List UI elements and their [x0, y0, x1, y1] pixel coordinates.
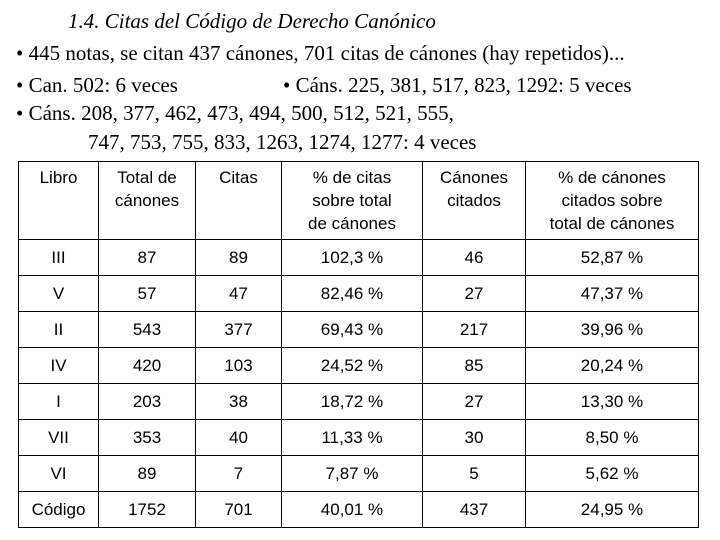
cell-libro: Código [19, 492, 99, 528]
header-line: sobre total [312, 191, 392, 210]
header-line: Cánones [439, 168, 509, 187]
header-libro [19, 162, 99, 240]
cell-citas: 103 [196, 348, 282, 384]
cell-pct-citados: 24,95 % [526, 492, 699, 528]
cell-citados: 217 [423, 312, 526, 348]
cell-pct-citas: 40,01 % [282, 492, 423, 528]
cell-citados: 46 [423, 240, 526, 276]
cell-libro: V [19, 276, 99, 312]
table-row [19, 420, 699, 456]
bullet-notes-summary: • 445 notas, se citan 437 cánones, 701 citas de cánones (hay repetidos)... [16, 41, 625, 65]
header-line: % de cánones [558, 168, 666, 187]
cell-libro: III [19, 240, 99, 276]
cell-citas: 701 [196, 492, 282, 528]
table-header-row [19, 162, 699, 240]
bullet-can-502: • Can. 502: 6 veces [16, 73, 178, 97]
cell-total: 353 [99, 420, 196, 456]
cell-libro: IV [19, 348, 99, 384]
cell-pct-citados: 20,24 % [526, 348, 699, 384]
header-line: cánones [114, 191, 180, 210]
cell-libro: VI [19, 456, 99, 492]
header-line: citados sobre [561, 191, 663, 210]
citations-table [18, 161, 699, 528]
cell-citados: 27 [423, 276, 526, 312]
cell-pct-citas: 7,87 % [282, 456, 423, 492]
cell-pct-citas: 24,52 % [282, 348, 423, 384]
header-pct-canones-citados [526, 162, 699, 240]
cell-pct-citas: 82,46 % [282, 276, 423, 312]
cell-total: 1752 [99, 492, 196, 528]
table-row [19, 276, 699, 312]
cell-total: 87 [99, 240, 196, 276]
header-line: Citas [219, 168, 258, 187]
cell-pct-citados: 8,50 % [526, 420, 699, 456]
cell-pct-citas: 18,72 % [282, 384, 423, 420]
cell-pct-citas: 69,43 % [282, 312, 423, 348]
cell-citas: 377 [196, 312, 282, 348]
header-line: % de citas [312, 168, 392, 187]
header-line: citados [447, 191, 501, 210]
table-row [19, 240, 699, 276]
header-canones-citados [423, 162, 526, 240]
cell-pct-citados: 47,37 % [526, 276, 699, 312]
cell-total: 543 [99, 312, 196, 348]
cell-total: 89 [99, 456, 196, 492]
cell-citas: 47 [196, 276, 282, 312]
bullet-four-times: • Cáns. 208, 377, 462, 473, 494, 500, 512, 521, 555, [16, 101, 454, 125]
header-pct-citas [282, 162, 423, 240]
cell-citados: 5 [423, 456, 526, 492]
cell-pct-citados: 5,62 % [526, 456, 699, 492]
cell-total: 420 [99, 348, 196, 384]
cell-citados: 30 [423, 420, 526, 456]
table-row-total [19, 492, 699, 528]
cell-pct-citados: 13,30 % [526, 384, 699, 420]
header-total-canones [99, 162, 196, 240]
cell-pct-citados: 39,96 % [526, 312, 699, 348]
header-line: de cánones [308, 214, 396, 233]
header-line: Total de [117, 168, 177, 187]
table-row [19, 384, 699, 420]
cell-citas: 89 [196, 240, 282, 276]
table-row [19, 456, 699, 492]
cell-citas: 7 [196, 456, 282, 492]
cell-pct-citados: 52,87 % [526, 240, 699, 276]
header-line: total de cánones [549, 214, 675, 233]
cell-libro: II [19, 312, 99, 348]
bullet-four-times-continued: 747, 753, 755, 833, 1263, 1274, 1277: 4 veces [88, 130, 477, 154]
cell-citados: 437 [423, 492, 526, 528]
table-row [19, 312, 699, 348]
header-line: Libro [39, 168, 78, 187]
cell-total: 203 [99, 384, 196, 420]
cell-total: 57 [99, 276, 196, 312]
cell-citas: 40 [196, 420, 282, 456]
cell-pct-citas: 11,33 % [282, 420, 423, 456]
cell-libro: I [19, 384, 99, 420]
table-row [19, 348, 699, 384]
bullet-five-times: • Cáns. 225, 381, 517, 823, 1292: 5 veces [283, 73, 632, 97]
cell-libro: VII [19, 420, 99, 456]
cell-pct-citas: 102,3 % [282, 240, 423, 276]
header-citas [196, 162, 282, 240]
slide-title: 1.4. Citas del Código de Derecho Canónico [68, 9, 436, 33]
cell-citados: 27 [423, 384, 526, 420]
cell-citados: 85 [423, 348, 526, 384]
cell-citas: 38 [196, 384, 282, 420]
